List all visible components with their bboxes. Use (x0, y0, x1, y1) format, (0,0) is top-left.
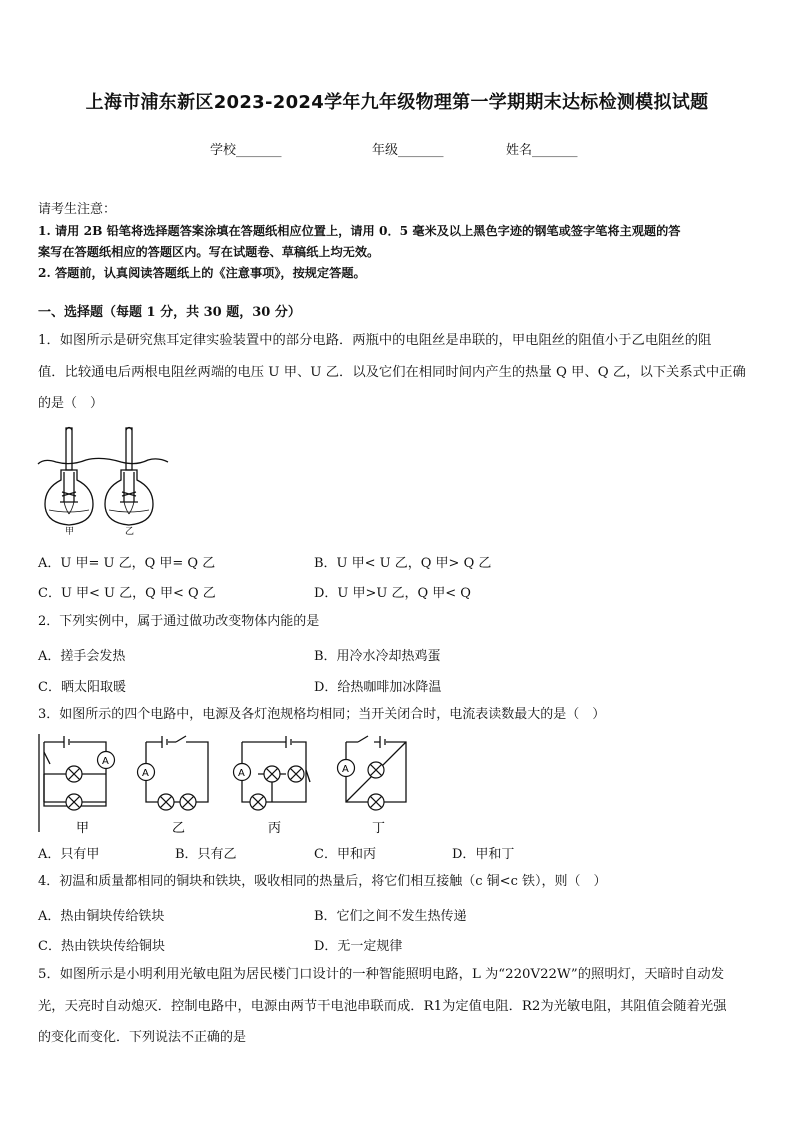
q4-option-c: C．热由铁块传给铜块 (38, 939, 165, 954)
q4-option-d: D．无一定规律 (314, 939, 403, 954)
q2-option-b: B．用冷水冷却热鸡蛋 (314, 649, 441, 664)
q1-jars-figure (36, 422, 171, 537)
ammeter-a-label-4: A (342, 764, 349, 775)
q2-option-d: D．给热咖啡加冰降温 (314, 680, 442, 695)
q2-option-c: C．晒太阳取暖 (38, 680, 126, 695)
section-heading: 一、选择题（每题 1 分，共 30 题，30 分） (38, 305, 301, 320)
q3-option-d: D．甲和丁 (452, 847, 515, 862)
q4-stem: 4．初温和质量都相同的铜块和铁块，吸收相同的热量后，将它们相互接触（c 铜<c 铁），则（ ） (38, 874, 607, 889)
jar-label-a: 甲 (65, 527, 75, 537)
school-field: 学校_______ (210, 143, 282, 158)
q3-option-c: C．甲和丙 (314, 847, 376, 862)
name-field: 姓名_______ (506, 143, 578, 158)
q3-stem: 3．如图所示的四个电路中，电源及各灯泡规格均相同；当开关闭合时，电流表读数最大的是（ ） (38, 707, 606, 722)
q1-option-d: D．U 甲>U 乙，Q 甲< Q (314, 586, 471, 601)
ammeter-a-label-2: A (142, 768, 149, 779)
q3-circuits-figure (36, 730, 426, 838)
notice-line2: 2. 答题前，认真阅读答题纸上的《注意事项》，按规定答题。 (38, 266, 366, 280)
notice-heading: 请考生注意： (38, 202, 117, 217)
q1-line3: 的是（ ） (38, 396, 104, 411)
grade-field: 年级_______ (372, 143, 444, 158)
q1-line2: 值．比较通电后两根电阻丝两端的电压 U 甲、U 乙．以及它们在相同时间内产生的热量 Q 甲、Q 乙，以下关系式中正确 (38, 365, 746, 380)
q5-line3: 的变化而变化．下列说法不正确的是 (38, 1030, 247, 1045)
q1-option-b: B．U 甲< U 乙，Q 甲> Q 乙 (314, 556, 492, 571)
q3-option-b: B．只有乙 (175, 847, 237, 862)
circuit-label-bing: 丙 (268, 821, 282, 836)
notice-line1a: 1. 请用 2B 铅笔将选择题答案涂填在答题纸相应位置上，请用 0．5 毫米及以上黑色字迹的钢笔或签字笔将主观题的答 (38, 224, 681, 238)
notice-line1b: 案写在答题纸相应的答题区内。写在试题卷、草稿纸上均无效。 (38, 245, 380, 259)
q3-option-a: A．只有甲 (38, 847, 100, 862)
q1-option-c: C．U 甲< U 乙，Q 甲< Q 乙 (38, 586, 216, 601)
circuit-label-jia: 甲 (76, 821, 90, 836)
q4-option-a: A．热由铜块传给铁块 (38, 909, 165, 924)
page-title: 上海市浦东新区2023-2024学年九年级物理第一学期期末达标检测模拟试题 (85, 92, 709, 113)
jar-label-b: 乙 (125, 527, 135, 537)
q2-option-a: A．搓手会发热 (38, 649, 126, 664)
q1-line1: 1．如图所示是研究焦耳定律实验装置中的部分电路．两瓶中的电阻丝是串联的，甲电阻丝的阻值小于乙电阻丝的阻 (38, 333, 712, 348)
circuit-label-yi: 乙 (172, 821, 186, 836)
q5-line1: 5．如图所示是小明利用光敏电阻为居民楼门口设计的一种智能照明电路，L 为“220V22W”的照明灯，天暗时自动发 (38, 967, 724, 982)
q5-line2: 光，天亮时自动熄灭．控制电路中，电源由两节干电池串联而成．R1为定值电阻．R2为光敏电阻，其阻值会随着光强 (38, 999, 727, 1014)
q1-option-a: A．U 甲= U 乙，Q 甲= Q 乙 (38, 556, 216, 571)
circuit-label-ding: 丁 (372, 821, 386, 836)
q4-option-b: B．它们之间不发生热传递 (314, 909, 467, 924)
ammeter-a-label-1: A (102, 756, 109, 767)
ammeter-a-label-3: A (238, 768, 245, 779)
q2-stem: 2．下列实例中，属于通过做功改变物体内能的是 (38, 614, 320, 629)
